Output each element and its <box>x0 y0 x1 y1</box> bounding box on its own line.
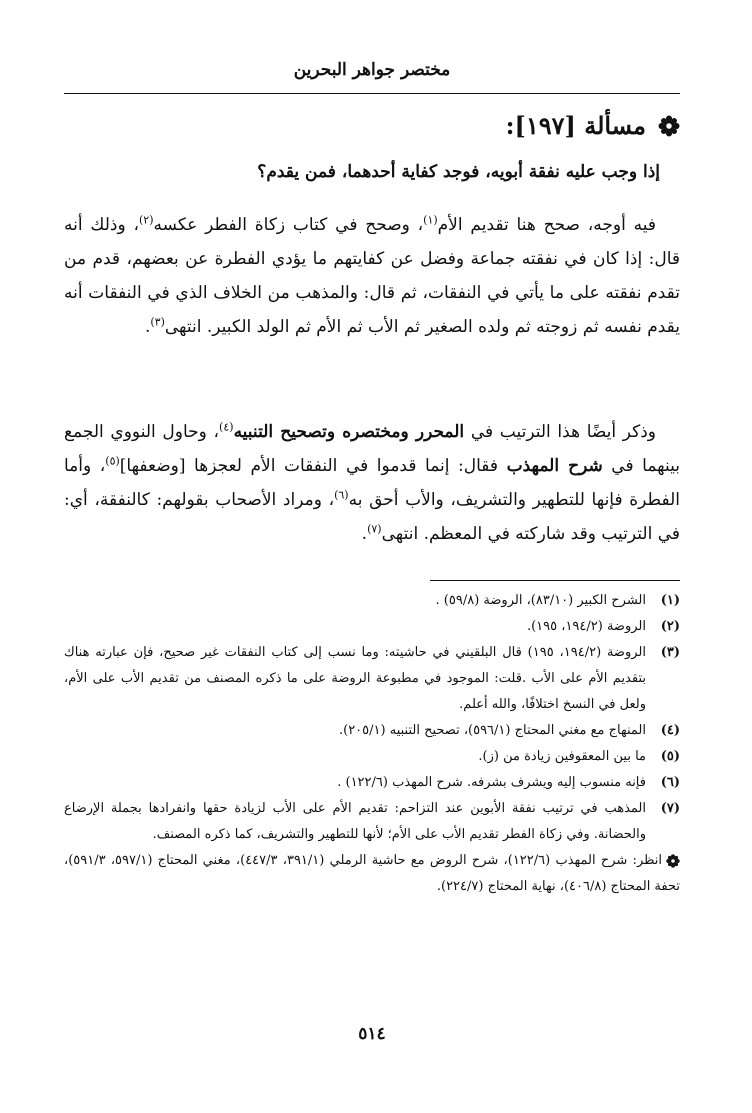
page-number: ٥١٤ <box>358 1024 386 1044</box>
footnote-number: (٦) <box>660 775 680 790</box>
footnote-number: (١) <box>660 593 680 608</box>
footnotes <box>64 588 680 900</box>
footnote-ref-4: (٤) <box>219 420 234 434</box>
flower-star-icon <box>666 854 680 868</box>
flower-star-icon <box>658 115 680 137</box>
paragraph-1 <box>64 208 680 344</box>
footnote-number: (٢) <box>660 619 680 634</box>
p2-bold-2: شرح المهذب <box>506 456 603 476</box>
footnote-number: (٣) <box>660 645 680 660</box>
footnote-text: الشرح الكبير (٨٣/١٠)، الروضة (٥٩/٨) . <box>435 593 646 608</box>
p2-text-1: وذكر أيضًا هذا الترتيب في <box>464 422 656 442</box>
footnote-ref-1: (١) <box>423 213 438 227</box>
footnote <box>64 614 680 640</box>
p2-text-4: ، وأما الفطرة فإنها للتطهير والتشريف، والأب أحق به <box>64 456 680 510</box>
p2-text-3: فقال: إنما قدموا في النفقات الأم لعجزها [وضعفها] <box>119 456 507 476</box>
footnote <box>64 640 680 718</box>
footnote-text: فإنه منسوب إليه ويشرف بشرفه. شرح المهذب (١٢٢/٦) . <box>337 775 646 790</box>
references-note <box>64 848 680 900</box>
footnote <box>64 588 680 614</box>
footnote-text: المذهب في ترتيب نفقة الأبوين عند التزاحم: تقديم الأم على الأب لزيادة حقها وانفرادها بجملة الإرضاع والحضانة. وفي زكاة الفطر تقديم الأب على الأم؛ لأنها للتطهير والتشريف، كما ذكره المصنف. <box>64 801 646 842</box>
p2-text-5: ، ومراد الأصحاب بقولهم: كالنفقة، أي: في الترتيب وقد شاركته في المعظم. انتهى <box>64 490 680 544</box>
footnote-number: (٧) <box>660 801 680 816</box>
references-text: انظر: شرح المهذب (١٢٢/٦)، شرح الروض مع حاشية الرملي (٣٩١/١، ٤٤٧/٣)، مغني المحتاج (٥٩٧/١، ٥٩١/٣)، تحفة المحتاج (٤٠٦/٨)، نهاية المحتاج (٢٢٤/٧). <box>64 853 680 894</box>
masala-heading <box>64 111 680 140</box>
p1-text-3: ، وذلك أنه قال: إذا كان في نفقته جماعة وفضل عن كفايتهم ما يؤدي الفطرة عن بعضهم، قدم من تقدم نفقته على ما يأتي في النفقات، ثم قال: والمذهب من الخلاف الذي في النفقات أنه يقدم نفسه ثم زوجته ثم ولده الصغير ثم الأب ثم الأم ثم الولد الكبير. انتهى <box>64 215 680 337</box>
masala-title: مسألة [١٩٧]: <box>505 111 646 140</box>
footnote-text: ما بين المعقوفين زيادة من (ز). <box>478 749 646 764</box>
header-rule <box>64 93 680 94</box>
footnote-text: المنهاج مع مغني المحتاج (٥٩٦/١)، تصحيح التنبيه (٢٠٥/١). <box>338 723 646 738</box>
footnote-text: الروضة (١٩٤/٢، ١٩٥). <box>526 619 646 634</box>
footnote <box>64 718 680 744</box>
footnote-ref-7: (٧) <box>367 522 382 536</box>
p1-text-4: . <box>144 317 151 337</box>
footnote-number: (٤) <box>660 723 680 738</box>
paragraph-2 <box>64 415 680 551</box>
footnote-text: الروضة (١٩٤/٢، ١٩٥) قال البلقيني في حاشيته: وما نسب إلى كتاب النفقات غير صحيح، فإن عبارته هناك بتقديم الأم على الأب .قلت: الموجود في مطبوعة الروضة على ما ذكره المصنف من تقديم الأب على الأم، ولعل في النسخ اختلافًا، والله أعلم. <box>64 645 646 712</box>
masala-question: إذا وجب عليه نفقة أبويه، فوجد كفاية أحدهما، فمن يقدم؟ <box>257 162 660 182</box>
p1-text-1: فيه أوجه، صحح هنا تقديم الأم <box>437 215 657 235</box>
footnote-ref-6: (٦) <box>334 488 349 502</box>
footnote <box>64 796 680 848</box>
footnote-ref-2: (٢) <box>138 213 154 227</box>
p2-text-6: . <box>361 524 368 544</box>
footnote-ref-3: (٣) <box>150 315 165 329</box>
footnote-number: (٥) <box>660 749 680 764</box>
running-header: مختصر جواهر البحرين <box>293 60 451 80</box>
footnote <box>64 770 680 796</box>
p2-bold-1: المحرر ومختصره وتصحيح التنبيه <box>233 422 465 442</box>
footnote <box>64 744 680 770</box>
footnote-separator <box>430 580 680 581</box>
footnote-ref-5: (٥) <box>105 454 120 468</box>
p1-text-2: ، وصحح في كتاب زكاة الفطر عكسه <box>153 215 424 235</box>
p2-text-2: ، وحاول النووي الجمع بينهما في <box>64 422 680 476</box>
